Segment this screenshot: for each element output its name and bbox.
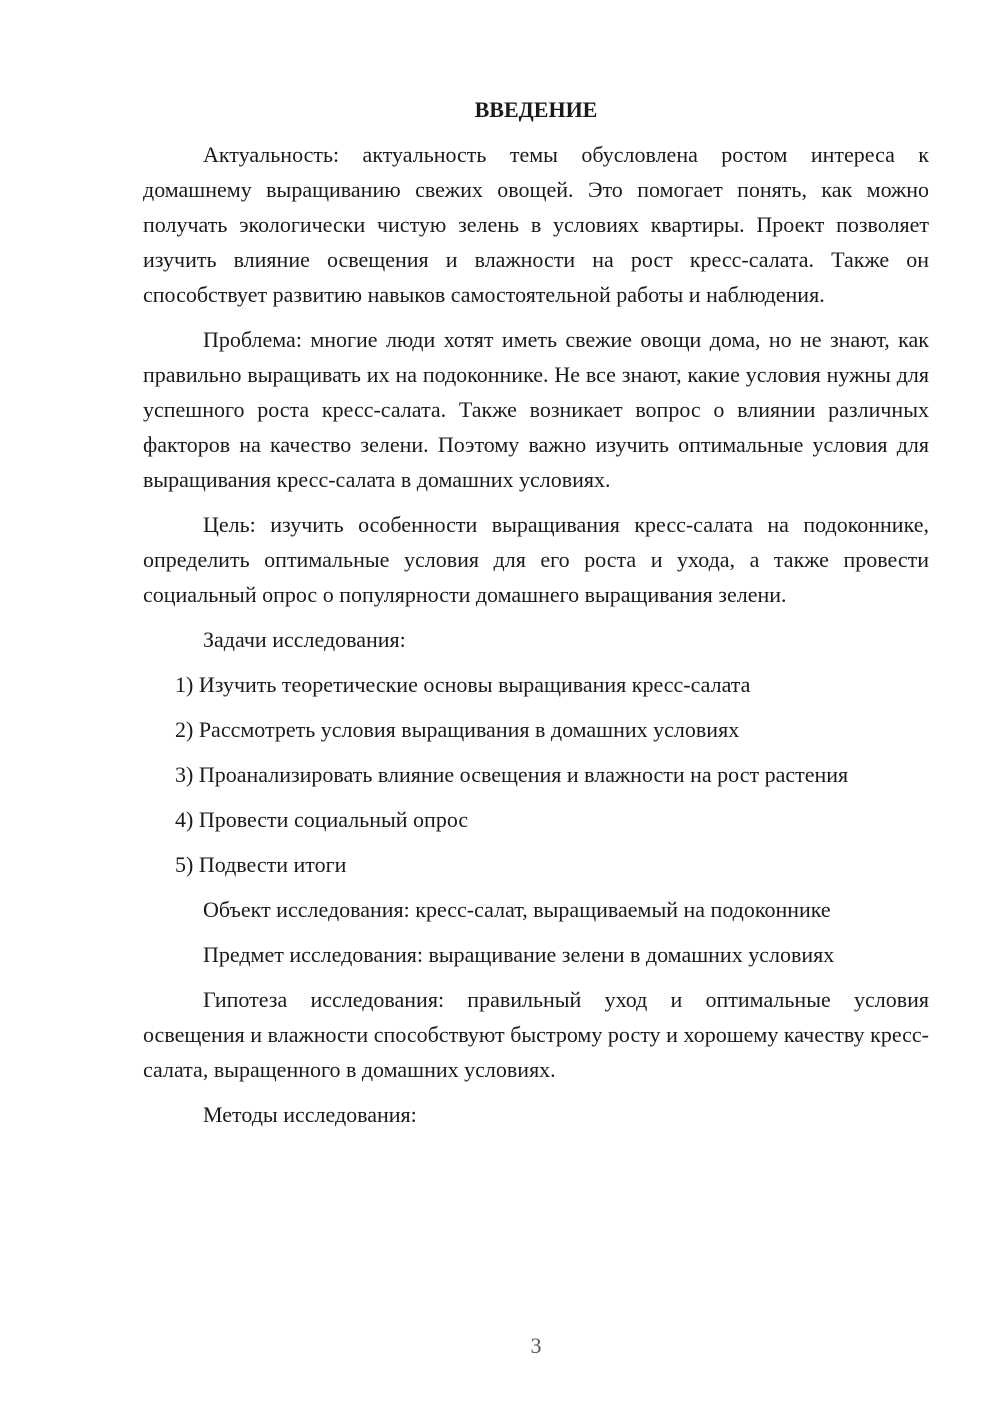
goal-paragraph: Цель: изучить особенности выращивания кресс-салата на подоконнике, определить оптимальные условия для его роста и ухода, а также провести социальный опрос о популярности домашнего выращивания зелени. xyxy=(143,512,929,607)
methods-heading: Методы исследования: xyxy=(203,1102,417,1127)
object-paragraph: Объект исследования: кресс-салат, выращиваемый на подоконнике xyxy=(203,897,831,922)
task-item: 2) Рассмотреть условия выращивания в домашних условиях xyxy=(175,717,740,742)
task-item: 5) Подвести итоги xyxy=(175,852,347,877)
task-item: 4) Провести социальный опрос xyxy=(175,807,469,832)
task-item: 1) Изучить теоретические основы выращивания кресс-салата xyxy=(175,672,751,697)
document-page xyxy=(143,92,929,1142)
tasks-list xyxy=(143,667,929,882)
tasks-heading: Задачи исследования: xyxy=(203,627,406,652)
problem-paragraph: Проблема: многие люди хотят иметь свежие овощи дома, но не знают, как правильно выращивать их на подоконнике. Не все знают, какие условия нужны для успешного роста кресс-салата. Также возникает вопрос о влиянии различных факторов на качество зелени. Поэтому важно изучить оптимальные условия для выращивания кресс-салата в домашних условиях. xyxy=(143,327,929,492)
subject-paragraph: Предмет исследования: выращивание зелени в домашних условиях xyxy=(203,942,835,967)
hypothesis-paragraph: Гипотеза исследования: правильный уход и оптимальные условия освещения и влажности способствуют быстрому росту и хорошему качеству кресс-салата, выращенного в домашних условиях. xyxy=(143,987,929,1082)
relevance-paragraph: Актуальность: актуальность темы обусловлена ростом интереса к домашнему выращиванию свежих овощей. Это помогает понять, как можно получать экологически чистую зелень в условиях квартиры. Проект позволяет изучить влияние освещения и влажности на рост кресс-салата. Также он способствует развитию навыков самостоятельной работы и наблюдения. xyxy=(143,142,929,307)
page-number: 3 xyxy=(530,1333,542,1358)
task-item: 3) Проанализировать влияние освещения и влажности на рост растения xyxy=(175,762,849,787)
section-title: ВВЕДЕНИЕ xyxy=(474,97,598,122)
